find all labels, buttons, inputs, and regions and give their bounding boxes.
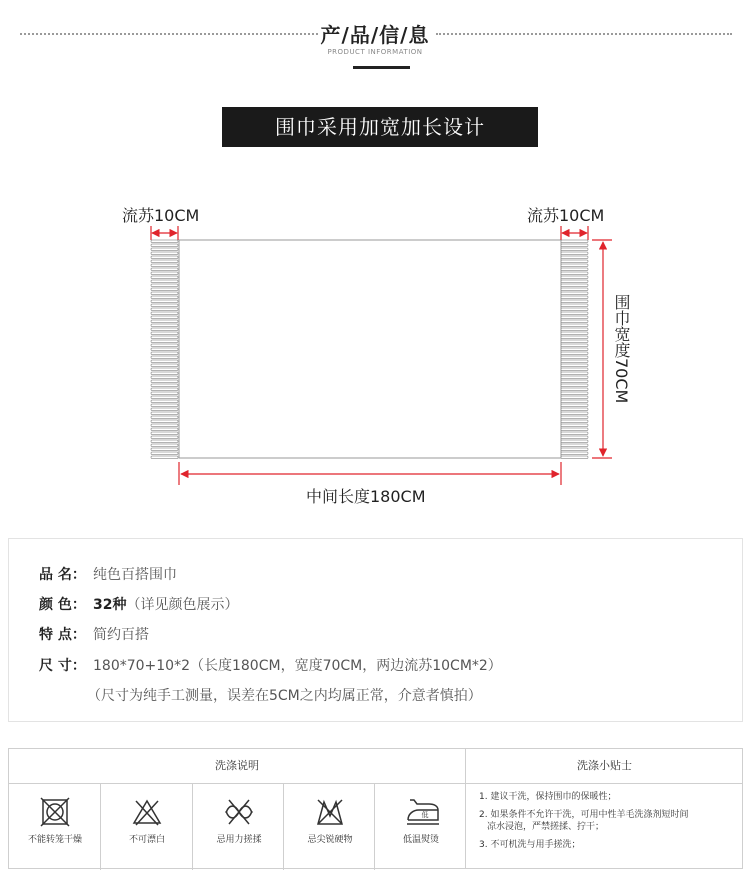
fringe-strand bbox=[561, 444, 588, 447]
fringe-strand bbox=[151, 328, 178, 331]
wash-header-left: 洗涤说明 bbox=[215, 759, 259, 772]
fringe-strand bbox=[151, 240, 178, 243]
wash-tip: 1. 建议干洗，保持围巾的保暖性； bbox=[479, 792, 617, 802]
fringe-strand bbox=[151, 252, 178, 255]
fringe-strand bbox=[151, 332, 178, 335]
info-key-feature: 特 点： bbox=[39, 627, 86, 643]
fringe-strand bbox=[151, 260, 178, 263]
fringe-strand bbox=[151, 248, 178, 251]
fringe-strand bbox=[151, 244, 178, 247]
fringe-strand bbox=[151, 388, 178, 391]
fringe-strand bbox=[561, 276, 588, 279]
fringe-strand bbox=[561, 456, 588, 459]
fringe-strand bbox=[151, 316, 178, 319]
wash-cell bbox=[9, 784, 101, 870]
fringe-strand bbox=[151, 300, 178, 303]
product-info-box bbox=[8, 538, 743, 722]
fringe-strand bbox=[151, 352, 178, 355]
wash-cell bbox=[193, 784, 285, 870]
fringe-strand bbox=[561, 324, 588, 327]
fringe-strand bbox=[151, 432, 178, 435]
fringe-strand bbox=[151, 408, 178, 411]
info-row-size bbox=[39, 655, 502, 675]
fringe-strand bbox=[151, 264, 178, 267]
fringe-strand bbox=[151, 272, 178, 275]
fringe-strand bbox=[561, 368, 588, 371]
design-banner: 围巾采用加宽加长设计 bbox=[222, 107, 538, 147]
fringe-strand bbox=[561, 308, 588, 311]
wash-cell bbox=[284, 784, 376, 870]
wash-tip: 凉水浸泡，严禁搓揉、拧干； bbox=[487, 822, 605, 832]
fringe-strand bbox=[561, 280, 588, 283]
fringe-strand bbox=[561, 264, 588, 267]
length-label: 中间长度180CM bbox=[306, 487, 426, 506]
fringe-strand bbox=[151, 280, 178, 283]
scarf-body bbox=[179, 240, 561, 458]
fringe-strand bbox=[561, 436, 588, 439]
fringe-strand bbox=[561, 292, 588, 295]
fringe-strand bbox=[561, 328, 588, 331]
svg-text:低: 低 bbox=[421, 811, 429, 819]
no-sharp-objects-icon bbox=[314, 796, 346, 828]
fringe-strand bbox=[151, 304, 178, 307]
no-wring-icon bbox=[223, 796, 255, 828]
wash-header-right: 洗涤小贴士 bbox=[577, 759, 632, 772]
fringe-strand bbox=[151, 404, 178, 407]
info-value-feature: 简约百搭 bbox=[93, 627, 149, 643]
fringe-strand bbox=[151, 356, 178, 359]
fringe-strand bbox=[151, 368, 178, 371]
fringe-strand bbox=[151, 452, 178, 455]
fringe-strand bbox=[561, 396, 588, 399]
fringe-strand bbox=[561, 304, 588, 307]
fringe-strand bbox=[561, 320, 588, 323]
fringe-strand bbox=[151, 384, 178, 387]
fringe-strand bbox=[151, 296, 178, 299]
fringe-strand bbox=[561, 384, 588, 387]
fringe-strand bbox=[151, 312, 178, 315]
fringe-strand bbox=[561, 364, 588, 367]
fringe-strand bbox=[151, 308, 178, 311]
fringe-strand bbox=[151, 416, 178, 419]
fringe-strand bbox=[151, 412, 178, 415]
wash-label: 忌尖锐硬物 bbox=[307, 835, 353, 845]
fringe-right-label: 流苏10CM bbox=[527, 206, 605, 225]
fringe-right-dimension bbox=[561, 226, 588, 240]
fringe-strand bbox=[561, 420, 588, 423]
section-title: 产/品/信/息 bbox=[320, 23, 430, 47]
fringe-strand bbox=[561, 376, 588, 379]
fringe-strand bbox=[561, 392, 588, 395]
fringe-strand bbox=[561, 312, 588, 315]
fringe-strand bbox=[561, 416, 588, 419]
info-key-color: 颜 色： bbox=[39, 597, 86, 613]
fringe-strand bbox=[561, 380, 588, 383]
fringe-strand bbox=[561, 340, 588, 343]
fringe-strand bbox=[561, 440, 588, 443]
wash-tip: 3. 不可机洗与用手搓洗； bbox=[479, 840, 581, 850]
info-value-size: 180*70+10*2（长度180CM，宽度70CM，两边流苏10CM*2） bbox=[93, 658, 502, 674]
fringe-strand bbox=[151, 268, 178, 271]
fringe-strand bbox=[561, 448, 588, 451]
fringe-strand bbox=[151, 284, 178, 287]
fringe-strand bbox=[561, 260, 588, 263]
fringe-strand bbox=[151, 256, 178, 259]
fringe-strand bbox=[151, 400, 178, 403]
fringe-strand bbox=[151, 456, 178, 459]
fringe-left-dimension bbox=[151, 226, 178, 240]
fringe-strand bbox=[561, 248, 588, 251]
fringe-strand bbox=[561, 288, 588, 291]
fringe-strand bbox=[561, 400, 588, 403]
no-bleach-icon bbox=[131, 796, 163, 828]
fringe-strand bbox=[151, 436, 178, 439]
fringe-strand bbox=[561, 316, 588, 319]
info-size-note: （尺寸为纯手工测量，误差在5CM之内均属正常，介意者慎拍） bbox=[87, 688, 482, 704]
fringe-strand bbox=[561, 408, 588, 411]
info-key-size: 尺 寸： bbox=[39, 658, 86, 674]
fringe-strand bbox=[561, 452, 588, 455]
fringe-strand bbox=[561, 284, 588, 287]
no-tumble-dry-icon bbox=[39, 796, 71, 828]
wash-cell bbox=[101, 784, 193, 870]
fringe-strand bbox=[561, 300, 588, 303]
wash-label: 忌用力搓揉 bbox=[216, 835, 262, 845]
fringe-strand bbox=[151, 392, 178, 395]
fringe-strand bbox=[561, 432, 588, 435]
fringe-strand bbox=[561, 388, 588, 391]
fringe-strand bbox=[151, 376, 178, 379]
length-dimension bbox=[179, 462, 561, 485]
fringe-left bbox=[151, 240, 178, 459]
fringe-strand bbox=[151, 448, 178, 451]
fringe-right bbox=[561, 240, 588, 459]
info-value-color-note: （详见颜色展示） bbox=[126, 597, 239, 613]
fringe-strand bbox=[151, 424, 178, 427]
info-value-name: 纯色百搭围巾 bbox=[93, 567, 177, 583]
fringe-strand bbox=[151, 324, 178, 327]
info-row-feature bbox=[39, 624, 149, 644]
fringe-strand bbox=[561, 348, 588, 351]
fringe-strand bbox=[561, 336, 588, 339]
fringe-strand bbox=[151, 276, 178, 279]
fringe-strand bbox=[151, 344, 178, 347]
fringe-strand bbox=[561, 240, 588, 243]
wash-cell bbox=[375, 784, 467, 870]
fringe-strand bbox=[151, 336, 178, 339]
wash-label: 不可漂白 bbox=[128, 835, 165, 845]
fringe-strand bbox=[561, 344, 588, 347]
fringe-strand bbox=[151, 396, 178, 399]
fringe-strand bbox=[151, 440, 178, 443]
fringe-strand bbox=[561, 244, 588, 247]
fringe-left-label: 流苏10CM bbox=[122, 206, 200, 225]
fringe-strand bbox=[561, 428, 588, 431]
fringe-strand bbox=[561, 352, 588, 355]
fringe-strand bbox=[561, 356, 588, 359]
fringe-strand bbox=[151, 364, 178, 367]
fringe-strand bbox=[151, 348, 178, 351]
fringe-strand bbox=[561, 424, 588, 427]
fringe-strand bbox=[151, 428, 178, 431]
info-value-color-count: 32种 bbox=[93, 597, 127, 613]
info-row-color bbox=[39, 594, 238, 614]
fringe-strand bbox=[561, 372, 588, 375]
low-iron-icon bbox=[405, 796, 441, 828]
fringe-strand bbox=[561, 252, 588, 255]
fringe-strand bbox=[561, 412, 588, 415]
fringe-strand bbox=[561, 272, 588, 275]
width-label: 围巾宽度70CM bbox=[612, 294, 631, 404]
fringe-strand bbox=[561, 256, 588, 259]
info-key-name: 品 名： bbox=[39, 567, 86, 583]
fringe-strand bbox=[151, 320, 178, 323]
width-dimension bbox=[592, 240, 612, 458]
fringe-strand bbox=[561, 404, 588, 407]
fringe-strand bbox=[151, 372, 178, 375]
wash-label: 低温熨烫 bbox=[402, 835, 439, 845]
fringe-strand bbox=[151, 420, 178, 423]
wash-tip: 2. 如果条件不允许干洗，可用中性羊毛洗涤剂短时间 bbox=[479, 810, 689, 820]
section-subtitle: PRODUCT INFORMATION bbox=[327, 48, 423, 56]
fringe-strand bbox=[151, 292, 178, 295]
fringe-strand bbox=[151, 444, 178, 447]
wash-label: 不能转笼干燥 bbox=[27, 835, 82, 845]
fringe-strand bbox=[561, 296, 588, 299]
fringe-strand bbox=[561, 268, 588, 271]
wash-instructions-table bbox=[8, 748, 743, 869]
fringe-strand bbox=[151, 360, 178, 363]
fringe-strand bbox=[151, 340, 178, 343]
fringe-strand bbox=[561, 360, 588, 363]
info-row-name bbox=[39, 564, 177, 584]
fringe-strand bbox=[561, 332, 588, 335]
fringe-strand bbox=[151, 380, 178, 383]
fringe-strand bbox=[151, 288, 178, 291]
